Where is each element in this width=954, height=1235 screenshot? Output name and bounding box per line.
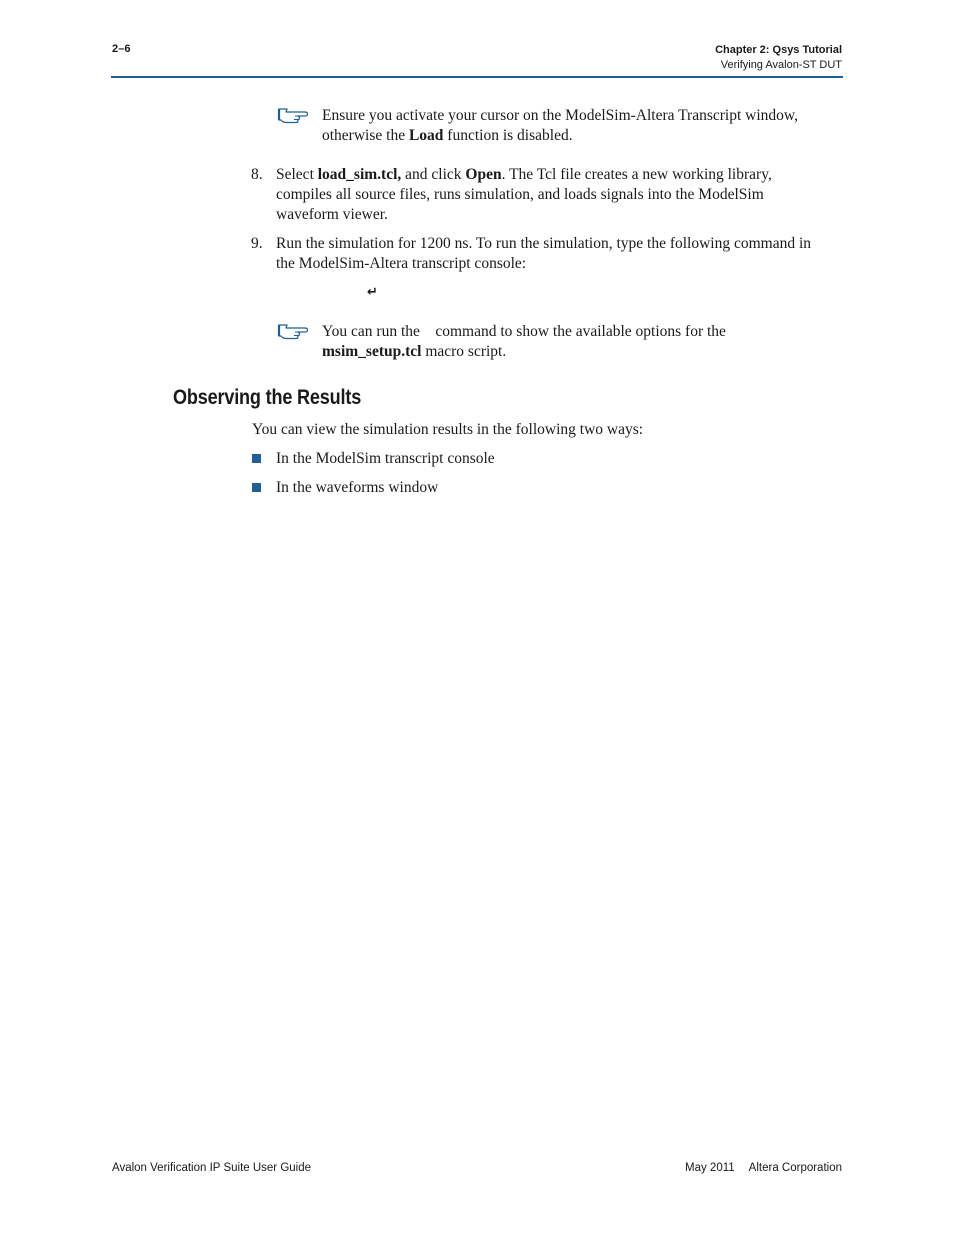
section-intro: You can view the simulation results in the following two ways:	[252, 421, 644, 438]
footer-company: Altera Corporation	[748, 1162, 842, 1174]
footer-guide-title: Avalon Verification IP Suite User Guide	[112, 1162, 312, 1174]
page-number: 2–6	[112, 43, 131, 55]
footer-date: May 2011	[685, 1162, 735, 1174]
note-text-part: Ensure you activate your cursor on the ModelSim-Altera Transcript window, otherwise the	[322, 107, 798, 144]
enter-key-glyph: ↵	[367, 284, 378, 299]
open-bold: Open	[465, 166, 502, 183]
step-text-part: . The Tcl file creates a new working library, compiles all source files, runs simulation, and loads signals into the ModelSim waveform viewer.	[276, 166, 772, 223]
note-text-part: macro script.	[421, 343, 507, 360]
chapter-title: Chapter 2: Qsys Tutorial	[715, 44, 842, 56]
bullet-square-icon	[252, 483, 261, 492]
note-text-part: You can run the command to show the available options for the	[322, 323, 730, 340]
step-text-part: Select	[276, 166, 318, 183]
running-header	[715, 43, 842, 73]
step-text-part: and click	[401, 166, 466, 183]
step-text: Run the simulation for 1200 ns. To run the simulation, type the following command in the ModelSim-Altera transcript console:	[276, 235, 812, 272]
note-text	[322, 322, 822, 362]
bullet-text: In the ModelSim transcript console	[276, 450, 495, 467]
step-text	[276, 165, 821, 225]
footer-date-company	[685, 1162, 842, 1174]
pointing-hand-icon	[276, 106, 310, 124]
msim-setup-bold: msim_setup.tcl	[322, 343, 422, 360]
bullet-text: In the waveforms window	[276, 479, 439, 496]
note-text-part: function is disabled.	[443, 127, 573, 144]
section-heading: Observing the Results	[173, 386, 362, 409]
load-bold: Load	[408, 127, 444, 144]
bullet-square-icon	[252, 454, 261, 463]
section-name: Verifying Avalon-ST DUT	[720, 59, 842, 71]
header-rule	[111, 76, 843, 78]
pointing-hand-icon	[276, 322, 310, 340]
step-number: 8.	[251, 166, 263, 183]
file-name-bold: load_sim.tcl,	[317, 166, 402, 183]
note-text	[322, 106, 822, 146]
step-number: 9.	[251, 235, 263, 252]
